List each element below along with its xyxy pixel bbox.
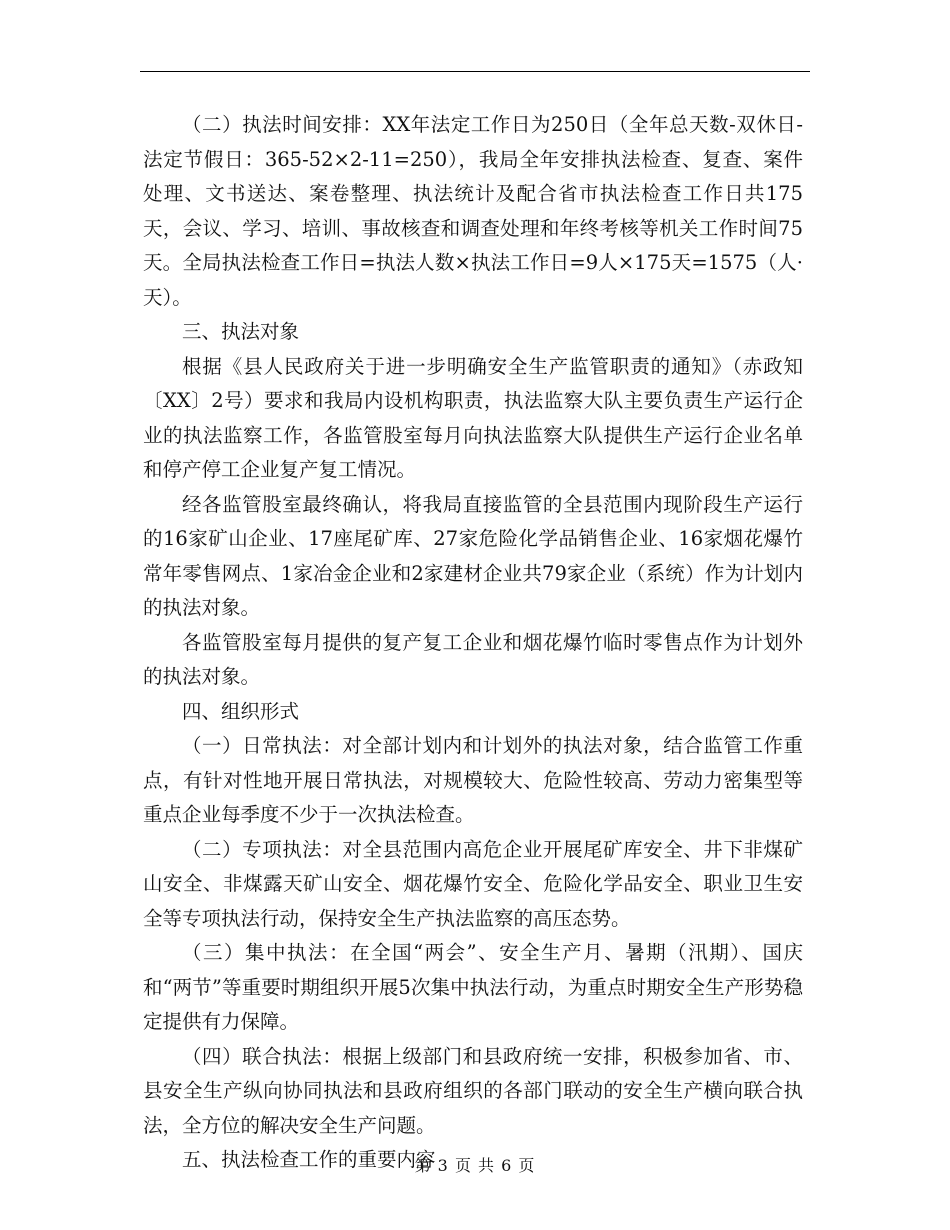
heading-organization-forms: 四、组织形式 [182, 699, 300, 723]
paragraph-unplanned-targets: 各监管股室每月提供的复产复工企业和烟花爆竹临时零售点作为计划外的执法对象。 [143, 630, 803, 688]
paragraph-concentrated-enforcement: （三）集中执法：在全国“两会”、安全生产月、暑期（汛期）、国庆和“两节”等重要时期组织开展5次集中执法行动，为重点时期安全生产形势稳定提供有力保障。 [143, 941, 803, 1033]
header-rule [140, 71, 810, 72]
page-number: 第 3 页 共 6 页 [414, 1156, 536, 1175]
paragraph-enforcement-schedule: （二）执法时间安排：XX年法定工作日为250日（全年总天数-双休日-法定节假日：365-52×2-11=250），我局全年安排执法检查、复查、案件处理、文书送达、案卷整理、执法统计及配合省市执法检查工作日共175天，会议、学习、培训、事故核查和调查处理和年终考核等机关工作时间75天。全局执法检查工作日=执法人数×执法工作日=9人×175天=1575（人·天）。 [143, 113, 803, 309]
heading-inspection-content: 五、执法检查工作的重要内容 [182, 1148, 436, 1171]
paragraph-routine-enforcement: （一）日常执法：对全部计划内和计划外的执法对象，结合监管工作重点，有针对性地开展日常执法，对规模较大、危险性较高、劳动力密集型等重点企业每季度不少于一次执法检查。 [143, 734, 803, 826]
paragraph-planned-targets: 经各监管股室最终确认，将我局直接监管的全县范围内现阶段生产运行的16家矿山企业、17座尾矿库、27家危险化学品销售企业、16家烟花爆竹常年零售网点、1家冶金企业和2家建材企业共79家企业（系统）作为计划内的执法对象。 [143, 492, 803, 619]
paragraph-responsibility-notice: 根据《县人民政府关于进一步明确安全生产监管职责的通知》（赤政知〔XX〕2号）要求和我局内设机构职责，执法监察大队主要负责生产运行企业的执法监察工作，各监管股室每月向执法监察大队提供生产运行企业名单和停产停工企业复产复工情况。 [143, 354, 803, 481]
heading-enforcement-targets: 三、执法对象 [182, 320, 300, 343]
paragraph-special-enforcement: （二）专项执法：对全县范围内高危企业开展尾矿库安全、井下非煤矿山安全、非煤露天矿山安全、烟花爆竹安全、危险化学品安全、职业卫生安全等专项执法行动，保持安全生产执法监察的高压态势。 [143, 837, 803, 930]
paragraph-joint-enforcement: （四）联合执法：根据上级部门和县政府统一安排，积极参加省、市、县安全生产纵向协同执法和县政府组织的各部门联动的安全生产横向联合执法，全方位的解决安全生产问题。 [143, 1044, 803, 1137]
document-body [143, 108, 803, 1178]
